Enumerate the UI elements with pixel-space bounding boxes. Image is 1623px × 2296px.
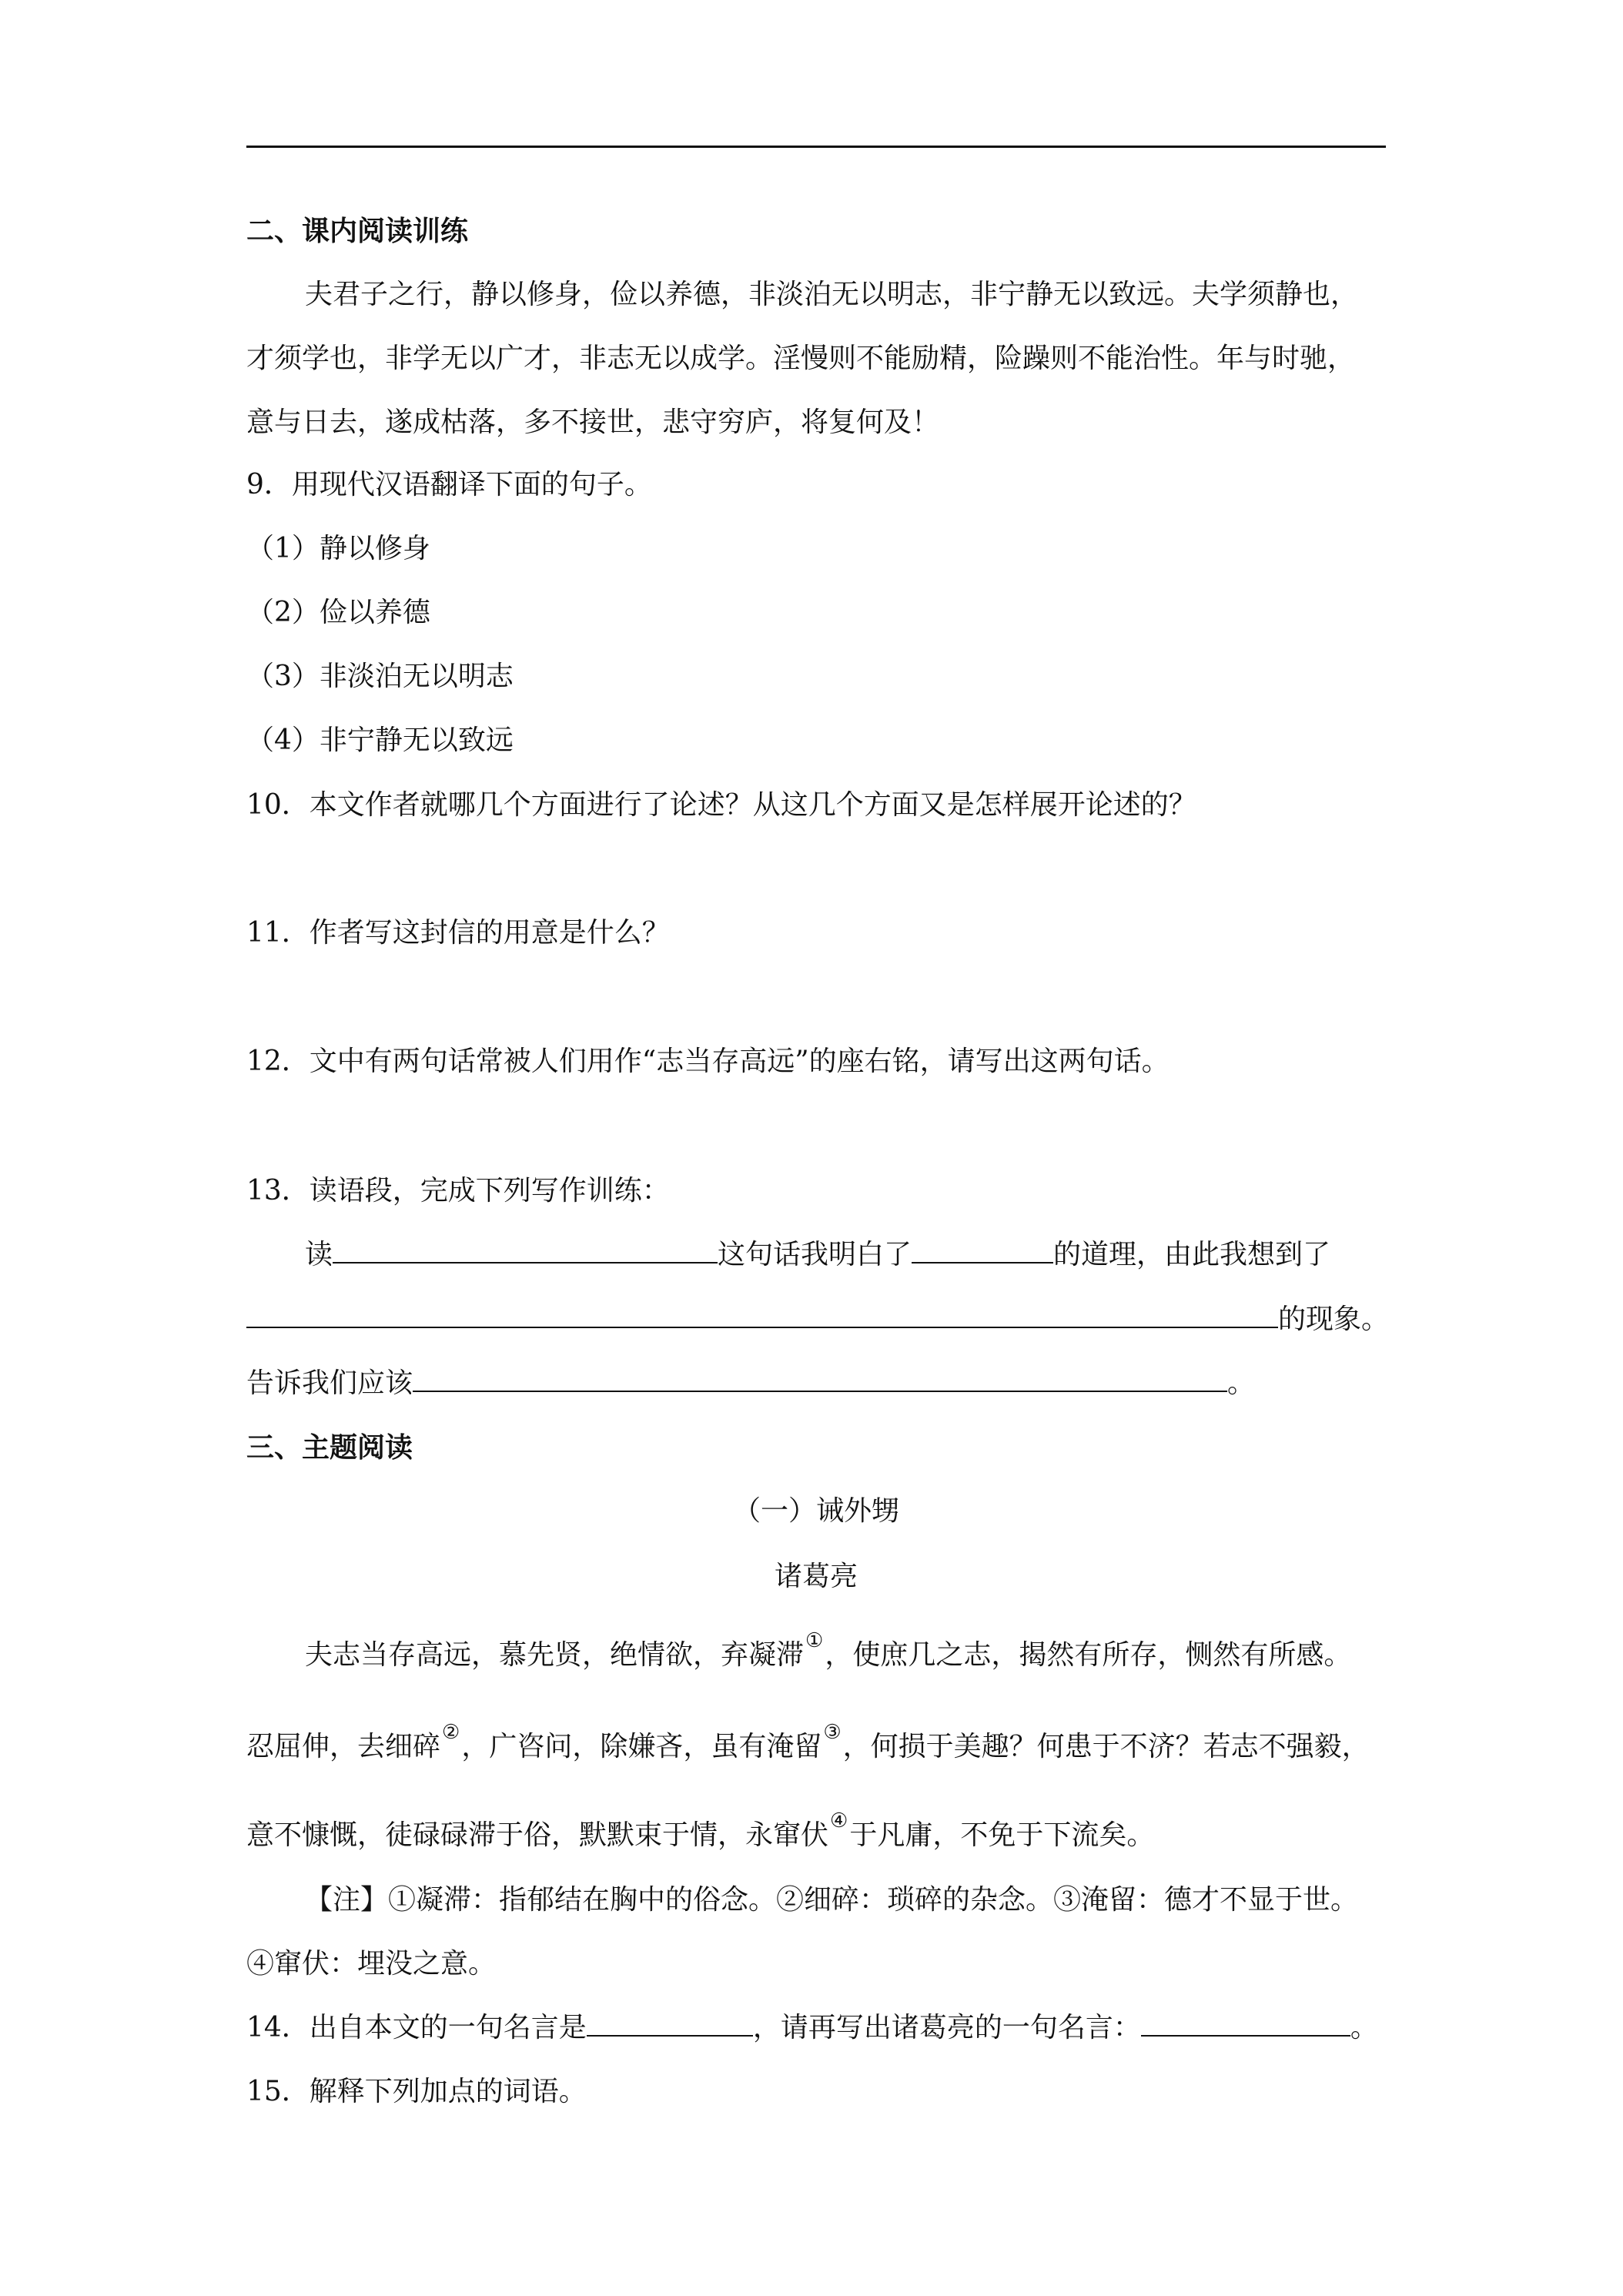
q13-blank-sentence[interactable]	[333, 1239, 718, 1263]
passage-line-3: 意与日去，遂成枯落，多不接世，悲守穷庐，将复何及！	[246, 407, 940, 438]
q14-label-a: 14．出自本文的一句名言是	[246, 2012, 587, 2043]
q14-period: 。	[1350, 2012, 1378, 2043]
q13-read-label: 读	[305, 1239, 333, 1270]
q14-label-b: ，请再写出诸葛亮的一句名言：	[752, 2012, 1141, 2043]
q9-item-2: （2）俭以养德	[246, 597, 430, 628]
question-9: 9．用现代汉语翻译下面的句子。	[246, 469, 652, 500]
q9-item-3: （3）非淡泊无以明志	[246, 661, 514, 692]
question-15: 15．解释下列加点的词语。	[246, 2076, 587, 2107]
section3-heading: 三、主题阅读	[246, 1431, 413, 1464]
q9-item-4: （4）非宁静无以致远	[246, 725, 514, 756]
p2-text-a: 忍屈伸，去细碎	[246, 1731, 441, 1762]
passage-line-1: 夫君子之行，静以修身，俭以养德，非淡泊无以明志，非宁静无以致远。夫学须静也，	[305, 279, 1359, 310]
q13-thought-label: 的道理，由此我想到了	[1053, 1239, 1331, 1270]
q13-phenomenon-label: 的现象。	[1278, 1304, 1390, 1335]
header-rule	[246, 146, 1386, 148]
text-title: （一）诫外甥	[732, 1495, 899, 1527]
q14-blank-quote[interactable]	[587, 2012, 753, 2037]
section2-heading: 二、课内阅读训练	[246, 215, 469, 247]
q13-line-2	[246, 1301, 1389, 1338]
q13-blank-principle[interactable]	[912, 1239, 1053, 1263]
p2-text-c: ，何损于美趣？何患于不济？若志不强毅，	[842, 1731, 1370, 1762]
p1-text-b: ，使庶几之志，揭然有所存，恻然有所感。	[825, 1639, 1352, 1671]
p1-text-a: 夫志当存高远，慕先贤，绝情欲，弃凝滞	[305, 1639, 805, 1671]
classical-para-3	[246, 1809, 1155, 1856]
p3-text-a: 意不慷慨，徒碌碌滞于俗，默默束于情，永窜伏	[246, 1819, 829, 1851]
q13-line-3	[246, 1365, 1255, 1402]
classical-para-1	[305, 1629, 1352, 1676]
note-marker-2: ②	[442, 1721, 460, 1744]
note-marker-4: ④	[830, 1809, 848, 1832]
q13-blank-phenomenon[interactable]	[246, 1304, 1278, 1328]
passage-line-2: 才须学也，非学无以广才，非志无以成学。淫慢则不能励精，险躁则不能治性。年与时驰，	[246, 343, 1356, 374]
q13-understood-label: 这句话我明白了	[718, 1239, 912, 1270]
p3-text-b: 于凡庸，不免于下流矣。	[849, 1819, 1155, 1851]
q13-tell-label: 告诉我们应该	[246, 1367, 413, 1399]
question-13: 13．读语段，完成下列写作训练：	[246, 1175, 670, 1207]
text-author: 诸葛亮	[774, 1561, 858, 1592]
note-marker-3: ③	[823, 1721, 842, 1744]
note-marker-1: ①	[805, 1629, 824, 1652]
question-11: 11．作者写这封信的用意是什么？	[246, 917, 670, 949]
p2-text-b: ，广咨问，除嫌吝，虽有淹留	[461, 1731, 822, 1762]
q14-blank-zhuge-quote[interactable]	[1141, 2012, 1350, 2037]
q13-blank-should[interactable]	[413, 1367, 1227, 1392]
question-10: 10．本文作者就哪几个方面进行了论述？从这几个方面又是怎样展开论述的？	[246, 789, 1196, 821]
q13-line-1	[305, 1237, 1330, 1274]
question-14	[246, 2010, 1378, 2047]
q13-period: 。	[1227, 1367, 1256, 1399]
question-12: 12．文中有两句话常被人们用作“志当存高远”的座右铭，请写出这两句话。	[246, 1046, 1170, 1077]
footnote-line-1: 【注】①凝滞：指郁结在胸中的俗念。②细碎：琐碎的杂念。③淹留：德才不显于世。	[305, 1884, 1359, 1916]
classical-para-2	[246, 1721, 1370, 1768]
footnote-line-2: ④窜伏：埋没之意。	[246, 1948, 497, 1980]
q9-item-1: （1）静以修身	[246, 533, 430, 564]
